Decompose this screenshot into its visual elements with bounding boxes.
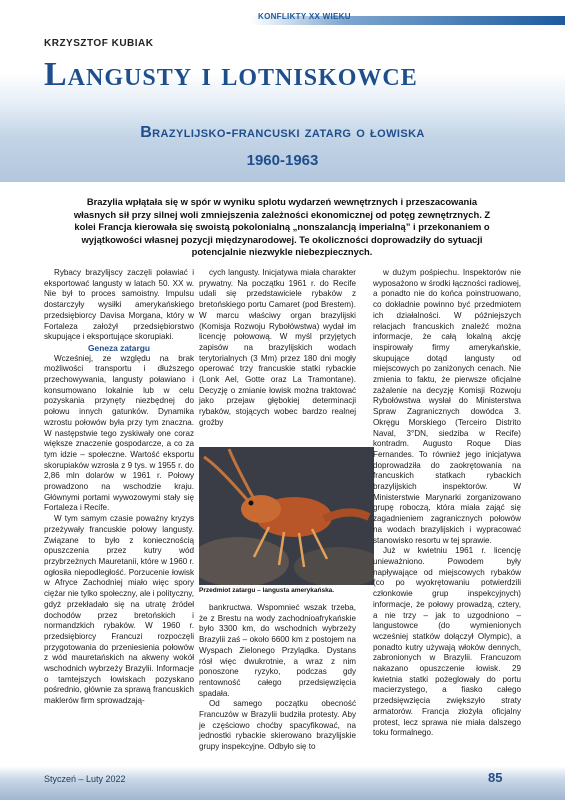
paragraph: Już w kwietniu 1961 r. licencję unieważniono. Powodem były napływające od miejscowych rybaków (co po wyokrętowaniu potwierdzili członkowie grup inspekcyjnych) informacje, że połowy prowadzą, cztery, a nie trzy – jak to uzgodniono – langustowce (do wymienionych wcześniej statków dołączył Olympic), a ponadto kutry używają włoków dennych, zabronionych w Brazylii. Francuzom nakazano opuszczenie łowisk. 29 kwietnia statki pożeglowały do portu macierzystego, a fiasko całego przedsięwzięcia zwiększyło straty armatorów. Francja złożyła oficjalny protest, lecz sprawa nie miała dalszego toku formalnego. [373,546,521,738]
lobster-photo [199,447,374,585]
paragraph: Od samego początku obecność Francuzów w Brazylii budziła protesty. Aby je częściowo choćby spacyfikować, na jednostki rybackie skierowano brazylijskie grupy inspekcyjne. Odbyło się to [199,699,356,752]
column-2-top [199,268,356,429]
paragraph: Wcześniej, ze względu na brak możliwości transportu i dłuższego przechowywania, langusty poławiano i konsumowano lokalnie lub w celu pozyskania przynęty niezbędnej do połowu innych gatunków. Dynamika wzrostu połowów była przy tym znaczna. W następstwie tego zyskiwały one coraz większe znaczenie gospodarcze, a co za tym idzie – społeczne. Wartość eksportu skorupiaków wzrosła z 9 tys. w 1955 r. do 2,86 mln dolarów w 1961 r. Połowy prowadzono na wschodzie kraju. Głównymi portami wywozowymi stały się Fortaleza i Recife. [44,353,194,513]
issue-date: Styczeń – Luty 2022 [44,774,126,784]
article-title: Langusty i lotniskowce [44,56,418,93]
article-subtitle: Brazylijsko-francuski zatarg o łowiska [140,124,425,141]
paragraph: w dużym pośpiechu. Inspektorów nie wyposażono w środki łączności radiowej, a ponadto nie do końca poinstruowano, co dokładnie powinno być przedmiotem ich działalności. W późniejszych relacjach francuskich znaleźć można informacje, że całą lokalną akcję inspirowały firmy amerykańskie, skupujące dotąd langusty od miejscowych po zaniżonych cenach. Nie zmienia to faktu, że pierwsze oficjalne zażalenie na decyzję Komisji Rozwoju Rybołówstwa wysłał do Ministerstwa Spraw Zagranicznych dowódca 3. Okręgu Morskiego (Terceiro Distrito Naval, 3°DN, siedziba w Recife) kontradm. Augusto Roque Dias Fernandes. To również jego inicjatywa doprowadziła do zaokrętowania na francuskich statkach rybackich brazylijskich inspektorów. W Ministerstwie Marynarki zorganizowano grupę roboczą, która miała zająć się zagadnieniem zagranicznych połowów na wodach brazylijskich i wypracować stanowisko resortu w tej sprawie. [373,268,521,545]
paragraph: bankructwa. Wspomnieć wszak trzeba, że z Brestu na wody zachodnioafrykańskie było 3300 km, do wschodnich wybrzeży Brazylii zaś – około 6600 km z postojem na Wyspach Zielonego Przylądka. Dystans rósł więc dwukrotnie, a wraz z nim ponoszone ryzyko, podczas gdy rentowność całego przedsięwzięcia spadała. [199,603,356,698]
column-2-bottom [199,603,356,753]
column-3 [373,268,521,739]
lead-paragraph: Brazylia wpłątała się w spór w wyniku splotu wydarzeń wewnętrznych i przeszacowania własnych sił przy silnej woli zmniejszenia zależności ekonomicznej od potęg zewnętrznych. Z kolei Francja kierowała się swoistą pokolonialną „nonszalancją imperialną” i przekonaniem o wyjątkowości własnej pozycji międzynarodowej. Te okoliczności doprowadziły do sytuacji potencjalnie niezwykle niebezpiecznych. [73,196,491,257]
series-label: KONFLIKTY XX WIEKU [258,12,351,21]
paragraph: Rybacy brazylijscy zaczęli poławiać i eksportować langusty w latach 50. XX w. Nie był to proces samoistny. Impulsu dostarczyły wysiłki amerykańskiego przedsiębiorcy Davisa Morgana, który w Fortaleza założył przedsiębiorstwo skupujące i eksportujące skorupiaki. [44,268,194,342]
lobster-illustration [199,447,374,585]
author-name: KRZYSZTOF KUBIAK [44,38,154,49]
section-heading: Geneza zatargu [88,342,150,353]
column-1 [44,268,194,707]
photo-caption: Przedmiot zatargu – langusta amerykańska. [199,587,335,594]
page-number: 85 [488,770,503,785]
paragraph: W tym samym czasie poważny kryzys przeżywały francuskie połowy langusty. Związane to było z koniecznością opuszczenia przez kutry wód przybrzeżnych Mauretanii, które w 1960 r. ogłosiła niepodległość. Porzucenie łowisk w Afryce Zachodniej miało więc spory ciężar nie tylko społeczny, ale i polityczny, gdyż przekładało się na utratę źródeł dochodów przez bretońskich i normandzkich rybaków. W 1960 r. przedsiębiorcy Francuzi rozpoczęli przygotowania do przeniesienia połowów z wód mauretańskich na akweny wokół wschodnich wybrzeży Brazylii. Informacje o tamtejszych łowiskach pozyskano pośrednio, głównie za sprawą francuskich maklerów firm sprowadzają- [44,514,194,706]
article-years: 1960-1963 [246,152,319,169]
paragraph: cych langusty. Inicjatywa miała charakter prywatny. Na początku 1961 r. do Recife udali się przedstawiciele rybaków z bretońskiego portu Camaret (pod Brestem). W marcu właściwy organ brazylijski (Komisja Rozwoju Rybołówstwa) wydał im licencję połowową. W myśl przyjętych zapisów na brazylijskich wodach terytorialnych (3 Mm) przez 180 dni mogły operować trzy francuskie statki rybackie (Lonk Ael, Gotte oraz La Tramontane). Decyzję o zmianie łowisk można traktować jako przejaw głębokiej determinacji rybaków, stojących wobec bardzo realnej groźby [199,268,356,427]
